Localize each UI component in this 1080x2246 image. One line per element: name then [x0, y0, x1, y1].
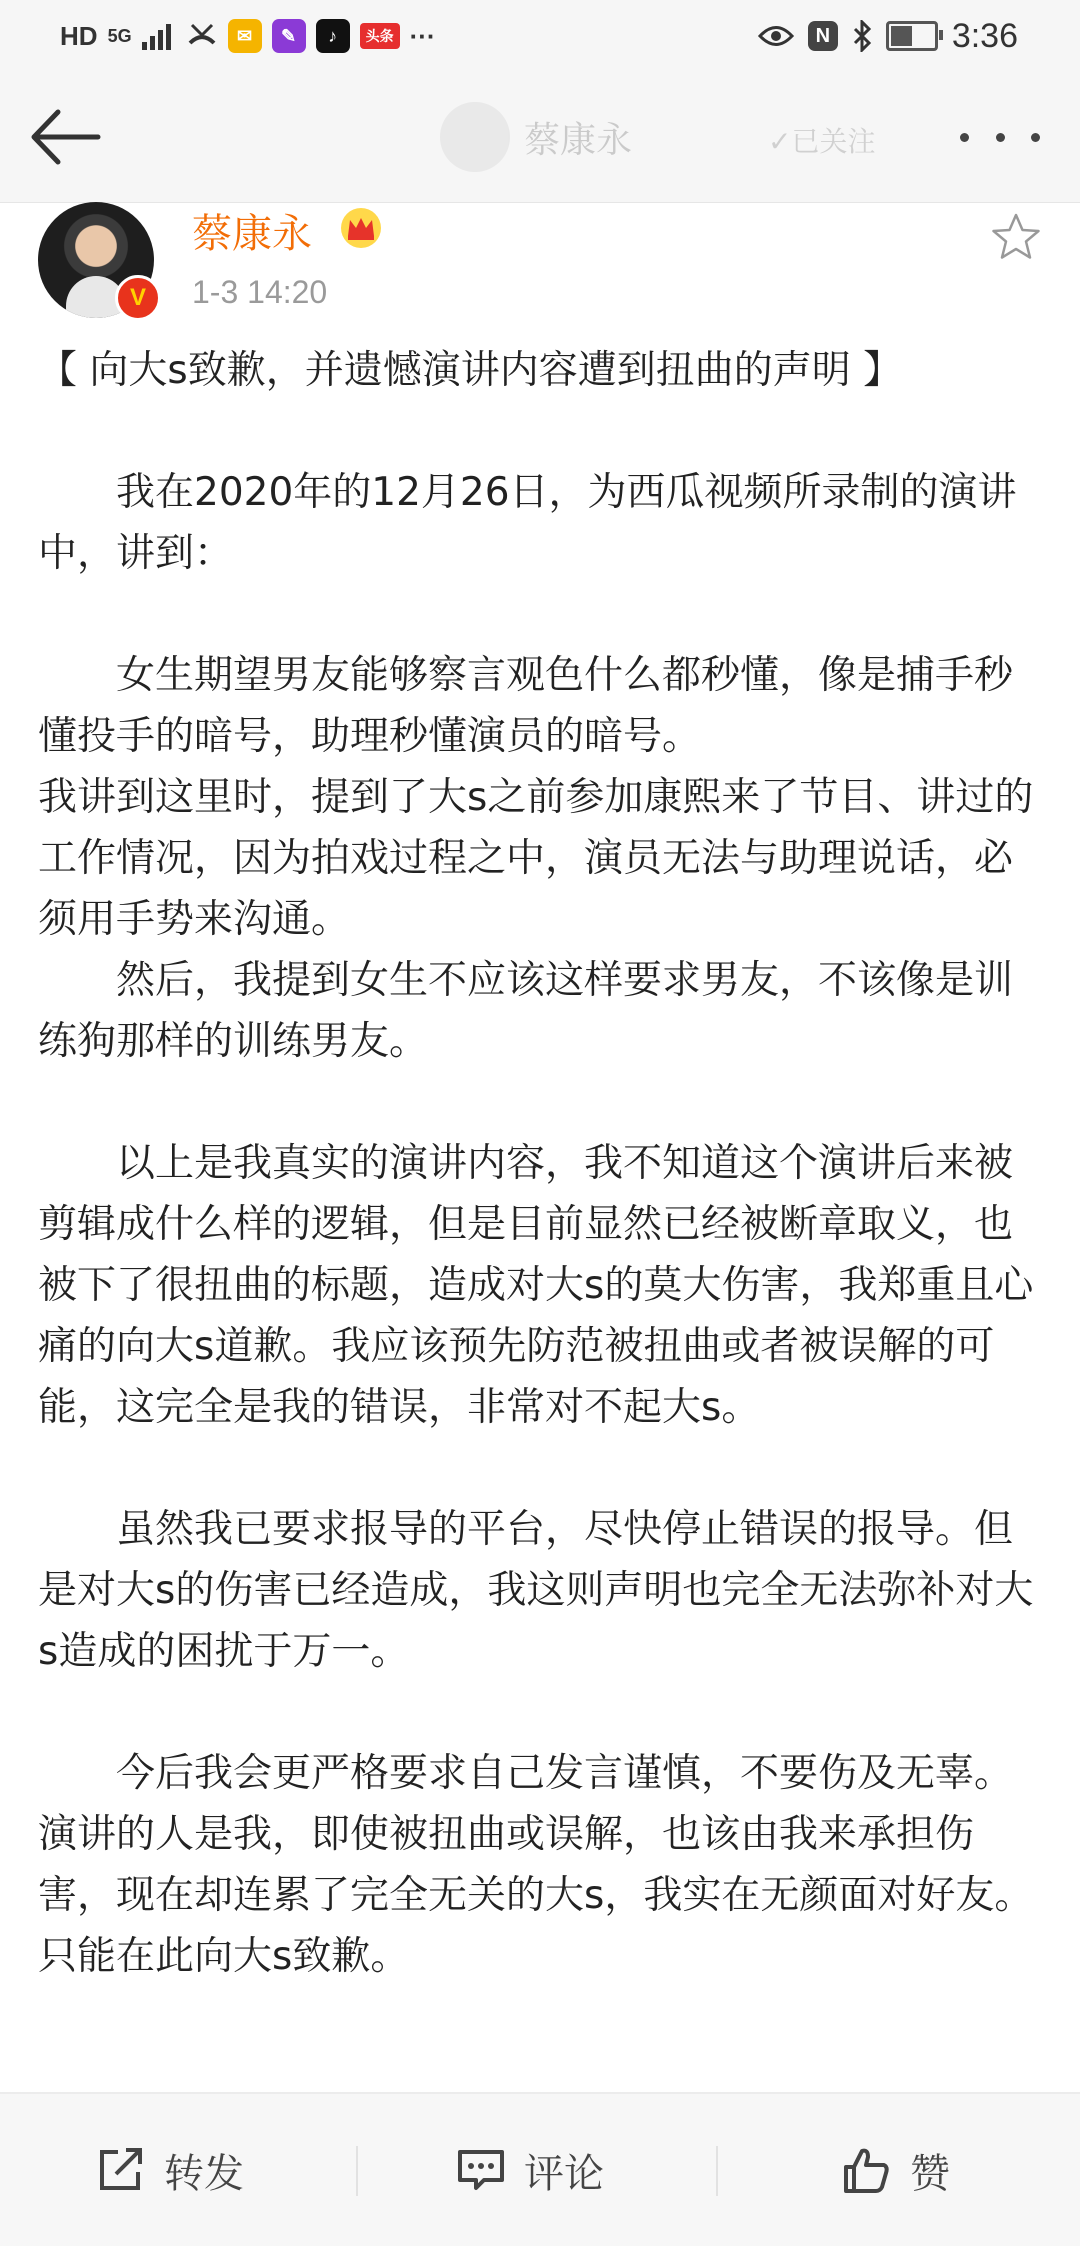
nav-author-info[interactable]: [440, 102, 632, 172]
author-name[interactable]: 蔡康永: [192, 211, 312, 257]
post-paragraph: 以上是我真实的演讲内容，我不知道这个演讲后来被剪辑成什么样的逻辑，但是目前显然已经被断章取义，也被下了很扭曲的标题，造成对大s的莫大伤害，我郑重且心痛的向大s道歉。我应该预先防范被扭曲或者被误解的可能，这完全是我的错误，非常对不起大s。: [38, 1141, 1034, 1430]
hd-indicator: HD: [60, 20, 98, 51]
comment-button[interactable]: [456, 2094, 604, 2246]
post-timestamp: 1-3 14:20: [192, 274, 328, 310]
toutiao-icon: 头条: [360, 23, 400, 49]
post-paragraph: 今后我会更严格要求自己发言谨慎，不要伤及无辜。演讲的人是我，即使被扭曲或误解，也该由我来承担伤害，现在却连累了完全无关的大s，我实在无颜面对好友。只能在此向大s致歉。: [38, 1751, 1034, 1979]
more-dot-icon: [996, 133, 1005, 142]
post-paragraph: 女生期望男友能够察言观色什么都秒懂，像是捕手秒懂投手的暗号，助理秒懂演员的暗号。: [38, 653, 1014, 759]
more-notifications-indicator: ···: [409, 20, 436, 51]
post-title: 【 向大s致歉，并遗憾演讲内容遭到扭曲的声明 】: [38, 348, 903, 393]
nfc-icon: N: [808, 21, 838, 51]
favorite-star-icon[interactable]: [990, 212, 1042, 262]
post-paragraph: 我讲到这里时，提到了大s之前参加康熙来了节目、讲过的工作情况，因为拍戏过程之中，演员无法与助理说话，必须用手势来沟通。: [38, 775, 1034, 942]
bottom-action-bar: [0, 2092, 1080, 2246]
status-icons-left: [60, 16, 436, 56]
tiktok-icon: ♪: [316, 19, 350, 53]
more-dot-icon: [960, 133, 969, 142]
like-button[interactable]: [842, 2094, 950, 2246]
status-icons-right: [758, 14, 1018, 58]
more-dot-icon: [1031, 133, 1040, 142]
bluetooth-icon: [852, 20, 872, 52]
status-bar: [0, 0, 1080, 72]
thumbs-up-icon: [842, 2145, 892, 2195]
eye-icon: [758, 23, 794, 49]
like-label: 赞: [910, 2150, 950, 2197]
comment-label: 评论: [524, 2150, 604, 2197]
missed-call-icon: [186, 21, 218, 51]
top-navigation-bar: [0, 72, 1080, 203]
clock: 3:36: [951, 16, 1018, 55]
verified-badge-icon: V: [115, 275, 161, 321]
nav-title: 蔡康永: [524, 119, 633, 161]
battery-icon: [886, 21, 938, 51]
post-content: [38, 340, 1050, 1987]
comment-icon: [456, 2146, 506, 2194]
repost-icon: [96, 2146, 146, 2194]
mail-app-icon: ✉: [228, 19, 262, 53]
nav-avatar: [440, 102, 510, 172]
repost-label: 转发: [164, 2150, 244, 2197]
repost-button[interactable]: [96, 2094, 244, 2246]
divider: [716, 2146, 718, 2196]
divider: [356, 2146, 358, 2196]
crown-icon: [338, 206, 384, 250]
follow-status-button[interactable]: ✓已关注: [768, 125, 876, 158]
post-paragraph: 我在2020年的12月26日，为西瓜视频所录制的演讲中，讲到：: [38, 470, 1017, 576]
back-arrow-icon[interactable]: [26, 102, 106, 172]
more-options-button[interactable]: [960, 122, 1040, 152]
post-paragraph: 虽然我已要求报导的平台，尽快停止错误的报导。但是对大s的伤害已经造成，我这则声明也完全无法弥补对大s造成的困扰于万一。: [38, 1507, 1034, 1674]
signal-icon: [142, 22, 176, 50]
purple-app-icon: ✎: [272, 19, 306, 53]
network-indicator: 5G: [107, 25, 132, 46]
post-paragraph: 然后，我提到女生不应该这样要求男友，不该像是训练狗那样的训练男友。: [38, 958, 1014, 1064]
